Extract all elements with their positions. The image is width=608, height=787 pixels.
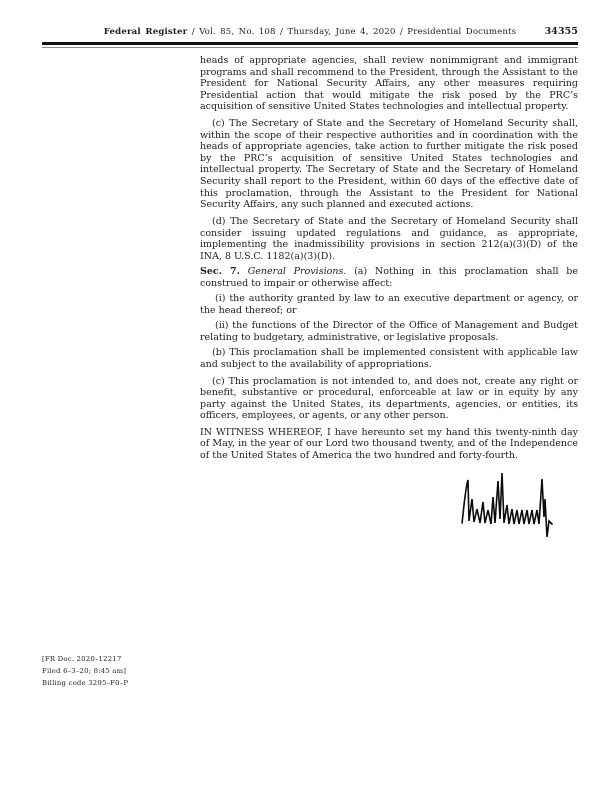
paragraph-c2: (c) This proclamation is not intended to, and does not, create any right or benefit, substantive or procedural, enforceable at law or in equity by any party against the United States, its departments, agencies, or entities, its officers, employees, or agents, or any other person. — [200, 375, 578, 422]
signature-image — [458, 467, 568, 543]
publication-name: Federal Register — [103, 27, 188, 37]
presidential-signature — [458, 467, 568, 543]
fr-doc-number: [FR Doc. 2020–12217 — [42, 655, 122, 663]
witness-clause: IN WITNESS WHEREOF, I have hereunto set my hand this twenty-ninth day of May, in the year of our Lord two thousand twenty, and of the Independence of the United States of America the two hundred and forty-fourth. — [200, 426, 578, 461]
page-header — [42, 26, 578, 48]
paragraph-ii: (ii) the functions of the Director of the Office of Management and Budget relating to budgetary, administrative, or legislative proposals. — [200, 320, 578, 344]
paragraph-b: (b) This proclamation shall be implemented consistent with applicable law and subject to the availability of appropriations. — [200, 347, 578, 370]
section-7-heading — [200, 266, 578, 289]
paragraph-d: (d) The Secretary of State and the Secretary of Homeland Security shall consider issuing updated regulations and guidance, as appropriate, implementing the inadmissibility provisions in section 212(a)(3)(D) of the INA, 8 U.S.C. 1182(a)(3)(D). — [200, 216, 578, 262]
section-7-title: General Provisions. — [247, 266, 347, 278]
paragraph-c: (c) The Secretary of State and the Secretary of Homeland Security shall, within the scope of their respective authorities and in coordination with the heads of appropriate agencies, take action to further mitigate the risk posed by the PRC’s acquisition of sensitive United States technologies and intellectual property. The Secretary of State and the Secretary of Homeland Security shall report to the President, within 60 days of the effective date of this proclamation, through the Assistant to the President for National Security Affairs, any such planned and executed actions. — [200, 118, 578, 211]
paragraph-continuation: heads of appropriate agencies, shall review nonimmigrant and immigrant programs and shall recommend to the President, through the Assistant to the President for National Security Affairs, any other measures requiring Presidential action that would mitigate the risk posed by the PRC’s acquisition of sensitive United States technologies and intellectual property. — [200, 55, 578, 113]
section-7-label: Sec. 7. — [200, 266, 240, 278]
filed-date: Filed 6–3–20; 8:45 am] — [42, 667, 127, 675]
document-body — [200, 55, 578, 543]
billing-code: Billing code 3295–F0–P — [42, 679, 129, 687]
section-7-text: (a) Nothing in this proclamation shall be construed to impair or otherwise affect: — [200, 266, 578, 289]
header-title — [86, 27, 534, 38]
header-rule-thin — [42, 47, 578, 49]
issue-info: / Vol. 85, No. 108 / Thursday, June 4, 2020 / Presidential Documents — [191, 27, 517, 37]
header-rule-thick — [42, 42, 578, 45]
header-row — [42, 26, 578, 38]
page-number: 34355 — [544, 26, 578, 37]
paragraph-i: (i) the authority granted by law to an executive department or agency, or the head thereof; or — [200, 293, 578, 316]
document-footer — [42, 653, 128, 689]
